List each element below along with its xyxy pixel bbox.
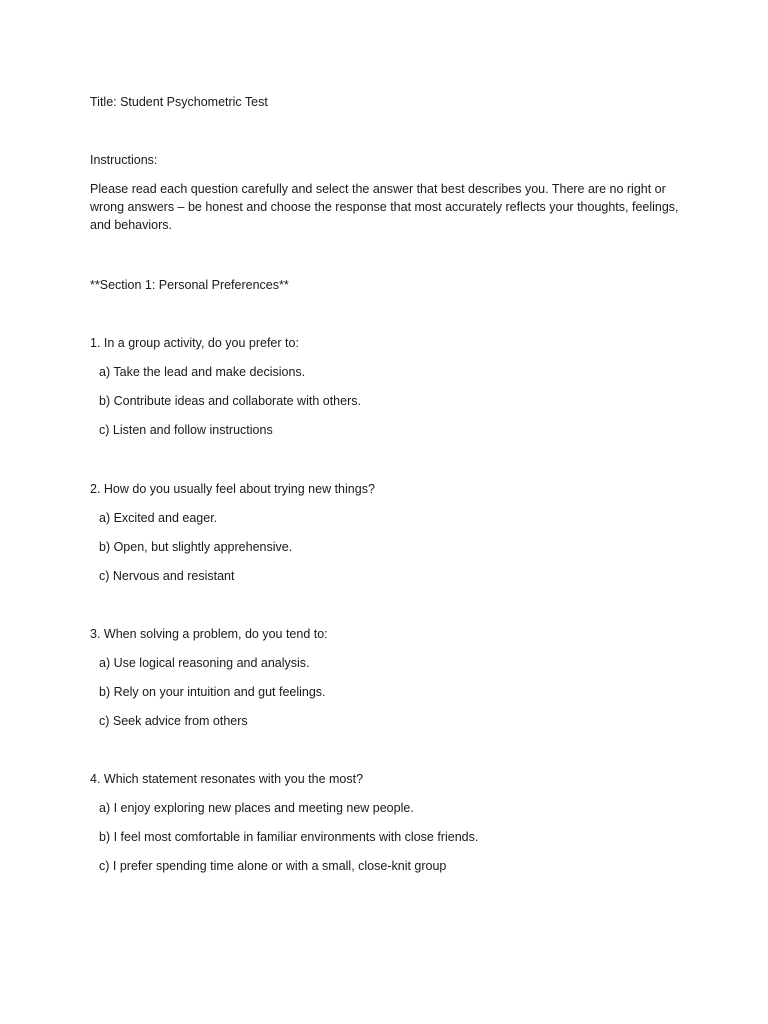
section-heading: **Section 1: Personal Preferences** — [90, 278, 289, 292]
answer-option: a) Excited and eager. — [99, 511, 218, 525]
question-text: 3. When solving a problem, do you tend to: — [90, 627, 328, 641]
answer-option: a) Take the lead and make decisions. — [99, 365, 306, 379]
answer-option: c) Seek advice from others — [99, 714, 248, 728]
instructions-text: Please read each question carefully and select the answer that best describes you. There are no right or wrong answers – be honest and choose the response that most accurately reflects your thoughts, feelings, and behaviors. — [90, 182, 679, 232]
question-text: 4. Which statement resonates with you the most? — [90, 772, 364, 786]
answer-option: c) Nervous and resistant — [99, 569, 235, 583]
answer-option: b) Open, but slightly apprehensive. — [99, 540, 293, 554]
question-text: 1. In a group activity, do you prefer to: — [90, 336, 299, 350]
answer-option: a) I enjoy exploring new places and meeting new people. — [99, 801, 414, 815]
instructions-heading: Instructions: — [90, 153, 158, 167]
answer-option: b) Contribute ideas and collaborate with others. — [99, 394, 361, 408]
answer-option: a) Use logical reasoning and analysis. — [99, 656, 310, 670]
question-text: 2. How do you usually feel about trying new things? — [90, 482, 375, 496]
answer-option: c) Listen and follow instructions — [99, 423, 273, 437]
document-title: Title: Student Psychometric Test — [90, 95, 268, 109]
answer-option: b) Rely on your intuition and gut feelings. — [99, 685, 326, 699]
answer-option: c) I prefer spending time alone or with a small, close-knit group — [99, 859, 447, 873]
answer-option: b) I feel most comfortable in familiar environments with close friends. — [99, 830, 479, 844]
